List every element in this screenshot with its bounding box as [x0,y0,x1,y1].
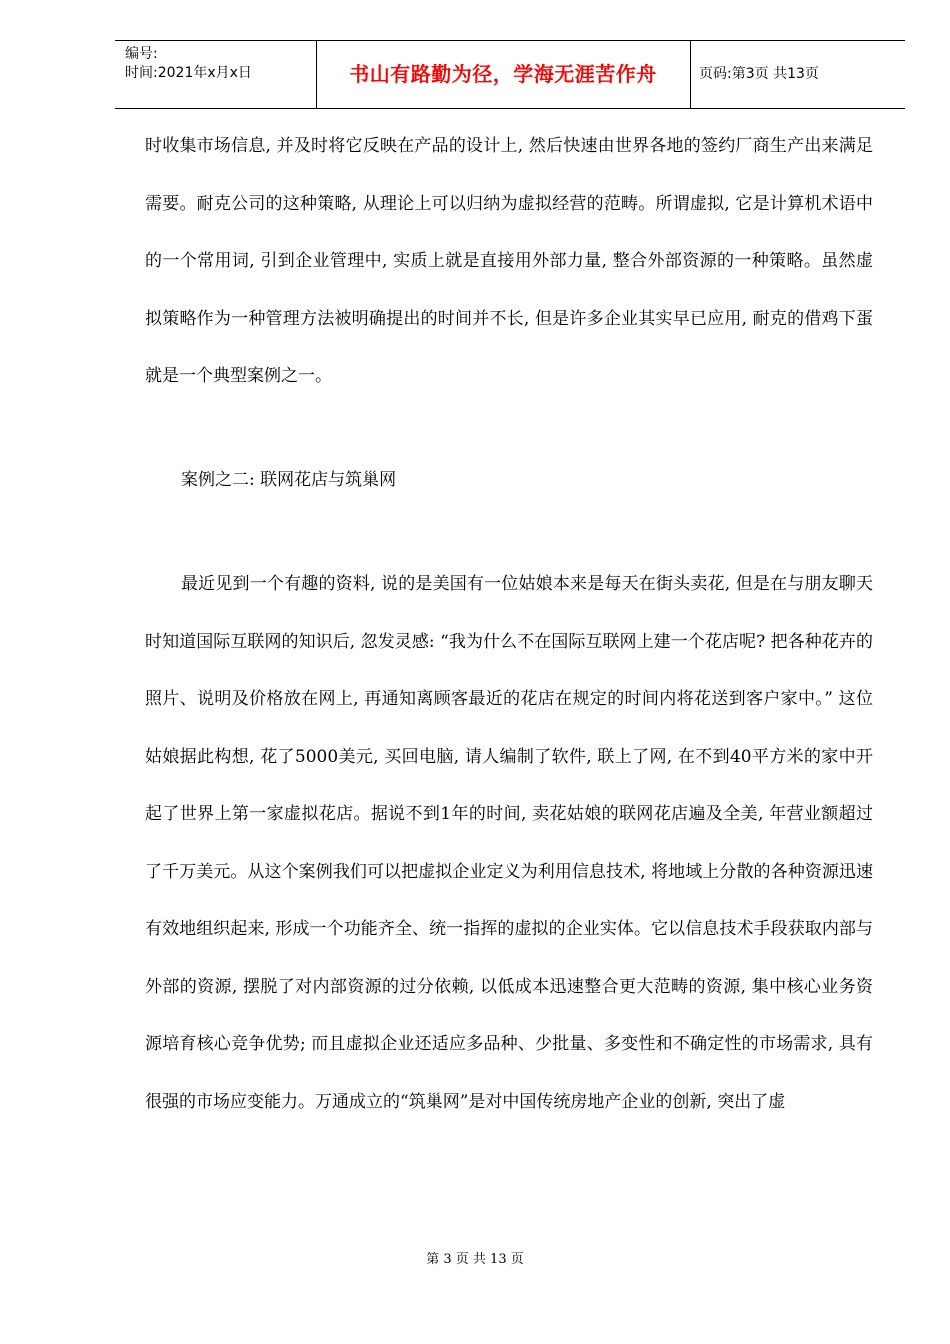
page-header [115,40,905,109]
serial-label: 编号: [125,46,158,62]
header-meta [125,45,252,83]
body-paragraph-1: 时收集市场信息, 并及时将它反映在产品的设计上, 然后快速由世界各地的签约厂商生产出来满足需要。耐克公司的这种策略, 从理论上可以归纳为虚拟经营的范畴。所谓虚拟, 它是计算机术语中的一个常用词, 引到企业管理中, 实质上就是直接用外部力量, 整合外部资源的一种策略。虽然虚拟策略作为一种管理方法被明确提出的时间并不长, 但是许多企业其实早已应用, 耐克的借鸡下蛋就是一个典型案例之一。 [145,136,873,386]
case-heading: 案例之二: 联网花店与筑巢网 [181,470,397,490]
body-paragraph-2: 最近见到一个有趣的资料, 说的是美国有一位姑娘本来是每天在街头卖花, 但是在与朋友聊天时知道国际互联网的知识后, 忽发灵感: “我为什么不在国际互联网上建一个花店呢? 把各种花卉的照片、说明及价格放在网上, 再通知离顾客最近的花店在规定的时间内将花送到客户家中。” 这位姑娘据此构想, 花了5000美元, 买回电脑, 请人编制了软件, 联上了网, 在不到40平方米的家中开起了世界上第一家虚拟花店。据说不到1年的时间, 卖花姑娘的联网花店遍及全美, 年营业额超过了千万美元。从这个案例我们可以把虚拟企业定义为利用信息技术, 将地域上分散的各种资源迅速有效地组织起来, 形成一个功能齐全、统一指挥的虚拟的企业实体。它以信息技术手段获取内部与外部的资源, 摆脱了对内部资源的过分依赖, 以低成本迅速整合更大范畴的资源, 集中核心业务资源培育核心竞争优势; 而且虚拟企业还适应多品种、少批量、多变性和不确定性的市场需求, 具有很强的市场应变能力。万通成立的“筑巢网”是对中国传统房地产企业的创新, 突出了虚 [145,574,873,1112]
time-label: 时间:2021年x月x日 [125,65,252,81]
header-motto: 书山有路勤为径，学海无涯苦作舟 [349,62,657,86]
page-footer: 第 3 页 共 13 页 [426,1252,524,1267]
header-page-label: 页码:第3页 共13页 [699,66,819,82]
header-divider-right [690,41,691,108]
